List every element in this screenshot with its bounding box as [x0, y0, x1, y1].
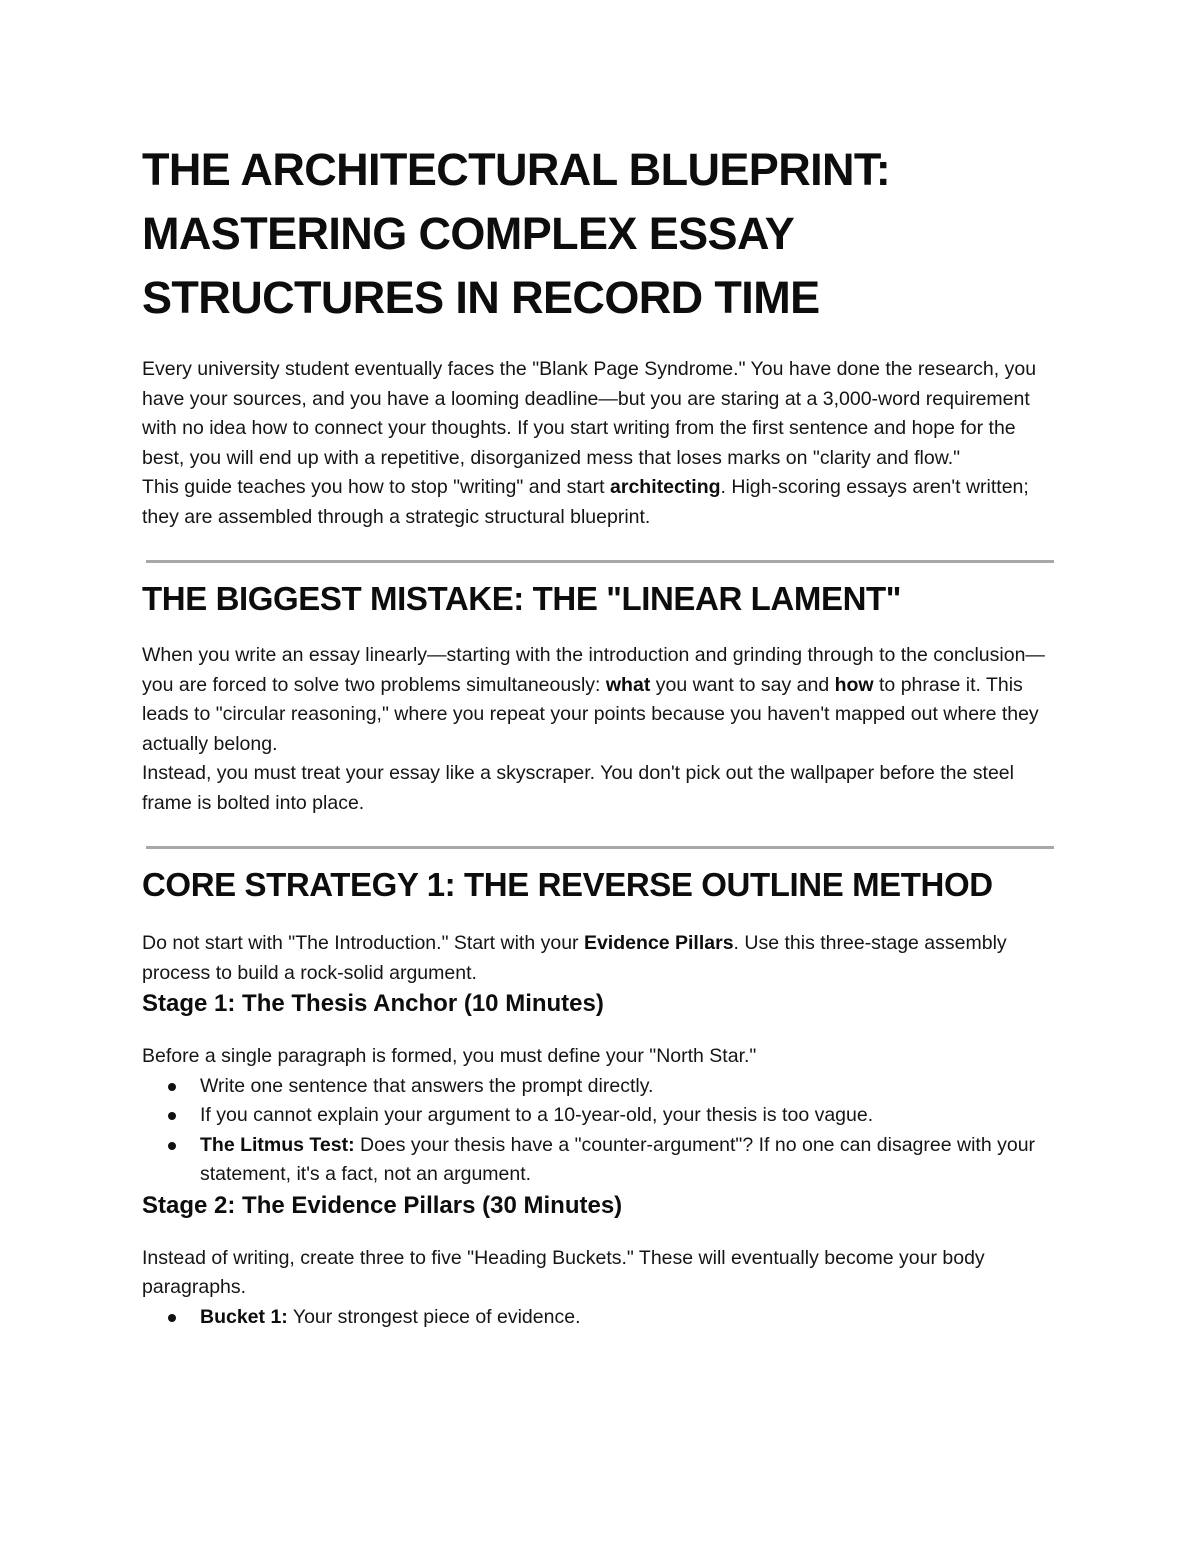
list-item — [142, 1131, 1062, 1190]
list-item — [142, 1101, 1062, 1131]
stage2-lead: Instead of writing, create three to five "Heading Buckets." These will eventually become your body paragraphs. — [142, 1246, 985, 1298]
bold-text: how — [834, 673, 874, 696]
text-run: . High-scoring essays aren't written; they are assembled through a strategic structural blueprint. — [142, 476, 1029, 528]
section1-paragraph-2: Instead, you must treat your essay like a skyscraper. You don't pick out the wallpaper before the steel frame is bolted into place. — [142, 762, 1014, 814]
title-line: STRUCTURES IN RECORD TIME — [142, 272, 820, 323]
text-run: to phrase it. This leads to "circular reasoning," where you repeat your points because you haven't mapped out where they actually belong. — [142, 673, 1039, 755]
stage-heading: Stage 2: The Evidence Pillars (30 Minutes) — [142, 1191, 623, 1219]
bold-text: Bucket 1: — [200, 1305, 288, 1328]
bullet-icon — [168, 1314, 176, 1322]
list-item-text: Write one sentence that answers the prompt directly. — [200, 1074, 654, 1097]
bullet-icon — [168, 1112, 176, 1120]
bullet-icon — [168, 1142, 176, 1150]
list-item-text: If you cannot explain your argument to a 10-year-old, your thesis is too vague. — [200, 1104, 874, 1126]
text-run: you want to say and — [650, 673, 835, 696]
list-item-text: Does your thesis have a "counter-argument"? If no one can disagree with your statement, it's a fact, not an argument. — [200, 1133, 1036, 1185]
bold-text: architecting — [610, 476, 721, 498]
stage1-bullet-list — [142, 1072, 1062, 1190]
list-item — [142, 1303, 1062, 1333]
title-line: THE ARCHITECTURAL BLUEPRINT: — [142, 144, 891, 195]
title-line: MASTERING COMPLEX ESSAY — [142, 208, 795, 259]
stage-heading: Stage 1: The Thesis Anchor (10 Minutes) — [142, 990, 604, 1017]
text-run: . Use this three-stage assembly process to build a rock-solid argument. — [142, 932, 1007, 984]
bold-text: The Litmus Test: — [200, 1133, 355, 1156]
section-heading: CORE STRATEGY 1: THE REVERSE OUTLINE METHOD — [142, 866, 993, 903]
bullet-icon — [168, 1083, 176, 1091]
text-run: Do not start with "The Introduction." Start with your — [142, 932, 584, 954]
text-run: When you write an essay linearly—starting with the introduction and grinding through to the conclusion—you are forced to solve two problems simultaneously: — [142, 644, 1045, 696]
text-run: This guide teaches you how to stop "writing" and start — [142, 476, 611, 498]
section2-paragraph-1 — [142, 929, 1062, 988]
bold-text: what — [605, 673, 651, 696]
section-heading: THE BIGGEST MISTAKE: THE "LINEAR LAMENT" — [142, 580, 902, 617]
section1-paragraph-1 — [142, 641, 1062, 759]
intro-paragraph-1: Every university student eventually faces the "Blank Page Syndrome." You have done the research, you have your sources, and you have a looming deadline—but you are staring at a 3,000-word requirement with no idea how to connect your thoughts. If you start writing from the first sentence and hope for the best, you will end up with a repetitive, disorganized mess that loses marks on "clarity and flow." — [142, 358, 1037, 469]
document-title — [142, 138, 1062, 330]
list-item — [142, 1072, 1062, 1102]
intro-paragraph-2 — [142, 473, 1062, 532]
list-item-text: Your strongest piece of evidence. — [287, 1305, 581, 1328]
document-page — [142, 138, 1062, 1332]
bold-text: Evidence Pillars — [583, 932, 734, 954]
stage1-lead: Before a single paragraph is formed, you must define your "North Star." — [142, 1045, 757, 1067]
stage2-bullet-list — [142, 1303, 1062, 1333]
